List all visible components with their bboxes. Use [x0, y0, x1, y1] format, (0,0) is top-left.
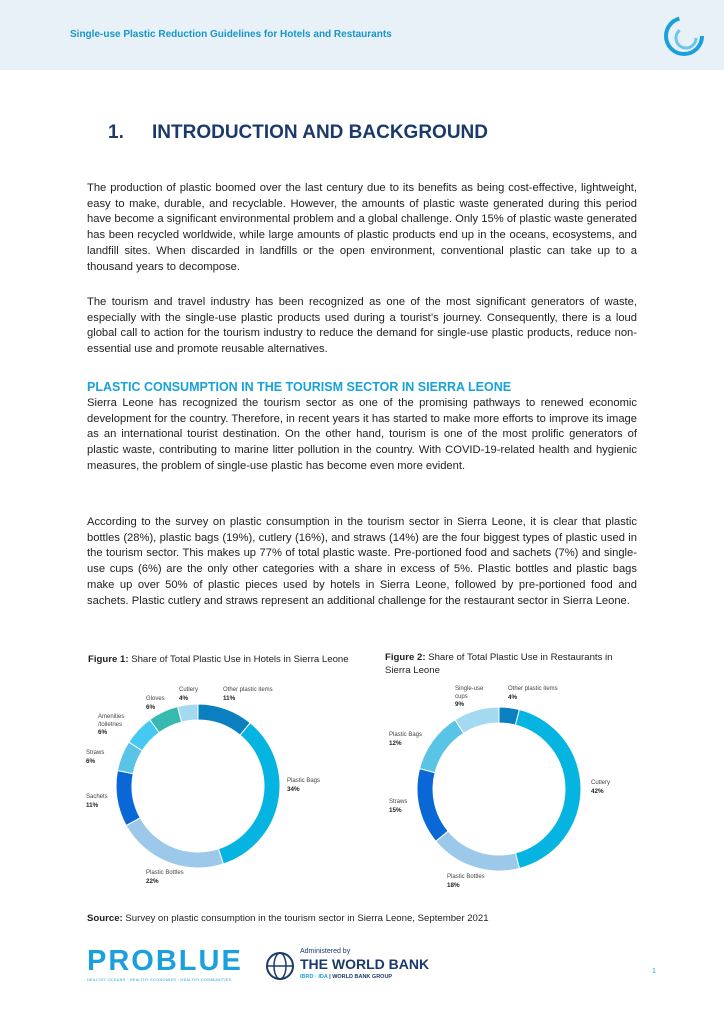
world-bank-globe-icon: [265, 951, 295, 981]
donut-slice-cutlery: [178, 704, 198, 722]
donut-slice-plastic-bags: [218, 723, 280, 864]
problue-logo: PROBLUE: [87, 945, 243, 977]
donut-slice-sachets: [116, 771, 140, 826]
data-label: Sachets 11%: [86, 794, 108, 809]
donut-slice-other-plastic-items: [198, 704, 250, 735]
data-label: Plastic Bags 34%: [287, 778, 321, 793]
data-label: Amenities /toiletries 6%: [98, 714, 125, 736]
data-label: Single-use cups 9%: [455, 686, 484, 708]
section-title: INTRODUCTION AND BACKGROUND: [152, 122, 488, 143]
figure-2-title: Figure 2: Share of Total Plastic Use in Restaurants in Sierra Leone: [385, 652, 613, 676]
source-note: Source: Survey on plastic consumption in the tourism sector in Sierra Leone, September 2021: [87, 913, 489, 924]
header-title: Single-use Plastic Reduction Guidelines for Hotels and Restaurants: [70, 29, 392, 40]
problue-tagline: HEALTHY OCEANS · HEALTHY ECONOMIES · HEALTHY COMMUNITIES: [87, 978, 232, 982]
figure-1-title: Figure 1: Share of Total Plastic Use in Hotels in Sierra Leone: [88, 654, 349, 665]
donut-slice-plastic-bottles: [436, 831, 520, 871]
donut-slice-plastic-bottles: [126, 818, 223, 868]
paragraph: Sierra Leone has recognized the tourism sector as one of the promising pathways to renewed economic development for the country. Therefore, in recent years it has started to make more efforts to improve its image as an international tourist destination. On the other hand, tourism is one of the most prolific generators of plastic waste, contributing to marine litter pollution in the country. With COVID-19-related health and hygienic measures, the problem of single-use plastic has become even more evident.: [87, 397, 637, 472]
subheading: PLASTIC CONSUMPTION IN THE TOURISM SECTOR IN SIERRA LEONE: [87, 380, 512, 394]
wb-subtitle: IBRD · IDA | WORLD BANK GROUP: [300, 974, 393, 980]
data-label: Plastic Bags 12%: [389, 732, 423, 747]
data-label: Plastic Bottles 18%: [447, 874, 485, 889]
donut-slice-cutlery: [515, 710, 581, 869]
data-label: Cutlery 42%: [591, 780, 611, 795]
paragraph: The production of plastic boomed over the last century due to its benefits as being cost-effective, lightweight, easy to make, durable, and recyclable. However, the amounts of plastic waste generated during this period have become a significant environmental problem and a global challenge. Only 15% of plastic waste generated has been recycled worldwide, while large amounts of plastic products end up in the oceans, ecosystems, and landfill sites. When discarded in landfills or the open environment, conventional plastic can take up to a thousand years to decompose.: [87, 182, 637, 273]
paragraph: According to the survey on plastic consumption in the tourism sector in Sierra Leone, it is clear that plastic bottles (28%), plastic bags (19%), cutlery (16%), and straws (14%) are the four biggest types of plastic used in the tourism sector. This makes up 77% of total plastic waste. Pre-portioned food and sachets (7%) and single-use cups (6%) are the only other categories with a share in excess of 5%. Plastic bottles and plastic bags make up over 50% of plastic pieces used by hotels in Sierra Leone, followed by pre-portioned food and sachets. Plastic cutlery and straws represent an additional challenge for the restaurant sector in Sierra Leone.: [87, 516, 637, 607]
data-label: Plastic Bottles 22%: [146, 870, 184, 885]
hotels-donut-chart: [108, 696, 288, 876]
data-label: Other plastic items 4%: [508, 686, 558, 701]
paragraph: The tourism and travel industry has been recognized as one of the most significant generators of waste, especially with the single-use plastic products used during a tourist’s journey. Consequently, there is a loud global call to action for the tourism industry to reduce the demand for single-use plastic products, reduce non-essential use and promote reusable alternatives.: [87, 296, 637, 356]
data-label: Straws 15%: [389, 799, 408, 814]
section-number: 1.: [108, 122, 124, 143]
data-label: Gloves 6%: [146, 696, 165, 711]
donut-slice-plastic-bags: [420, 720, 464, 773]
swirl-logo-icon: [664, 16, 704, 56]
data-label: Straws 6%: [86, 750, 105, 765]
data-label: Other plastic items 11%: [223, 687, 273, 702]
wb-name: THE WORLD BANK: [300, 956, 430, 972]
donut-slice-straws: [417, 769, 448, 842]
donut-slice-single-use-cups: [455, 707, 499, 733]
wb-administered-by: Administered by: [300, 948, 351, 955]
page-number: 1: [652, 968, 656, 975]
restaurants-donut-chart: [409, 699, 589, 879]
data-label: Cutlery 4%: [179, 687, 199, 702]
page-header: [0, 0, 724, 70]
